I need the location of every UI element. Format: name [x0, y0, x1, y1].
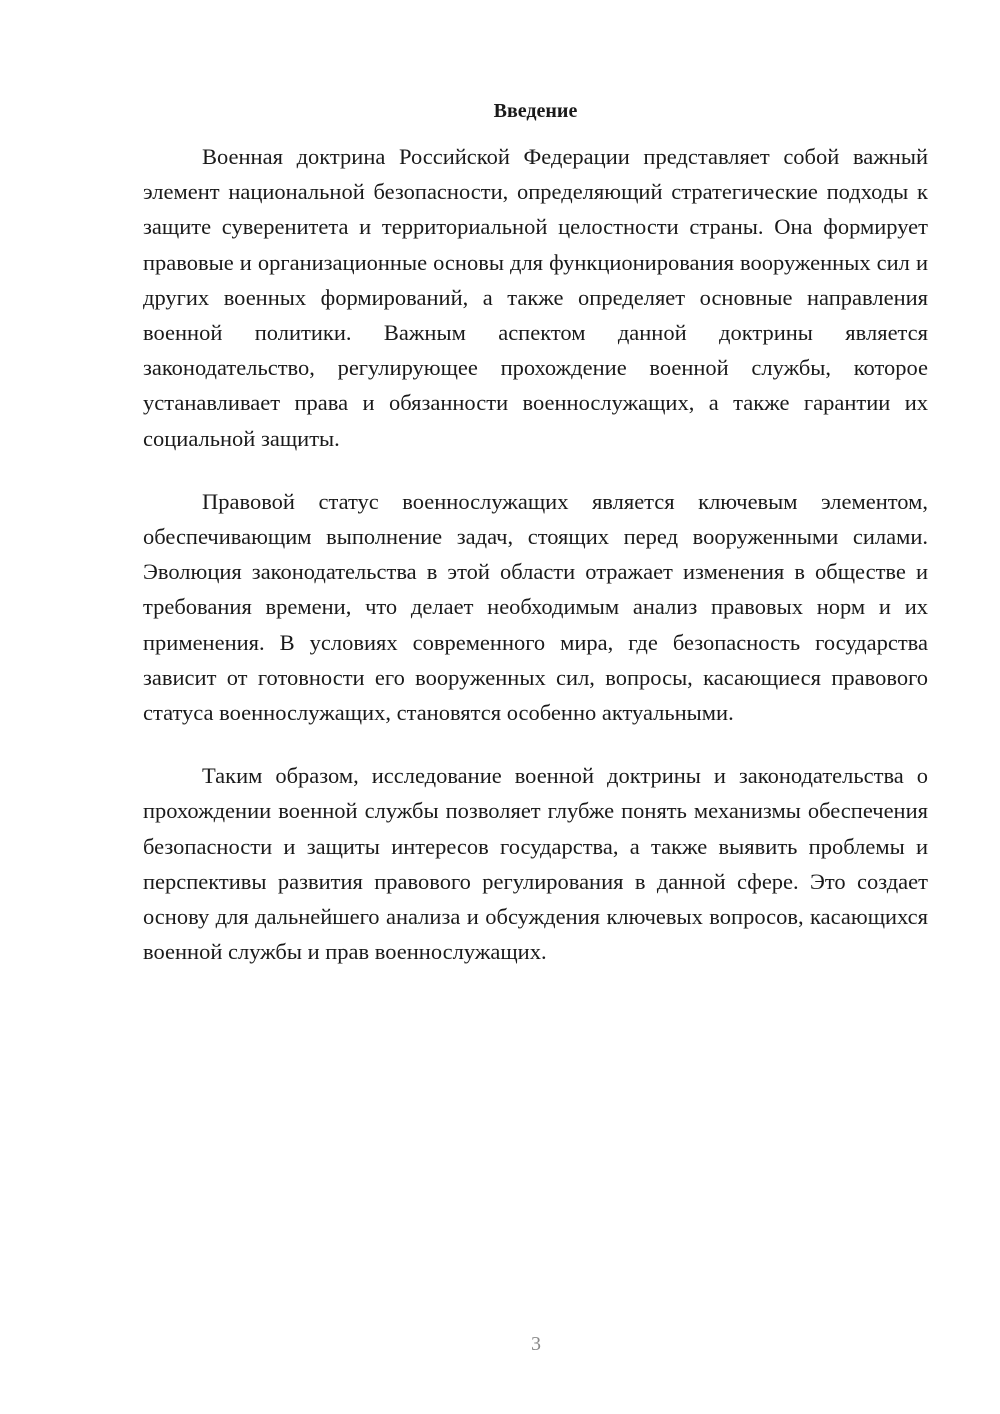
page-body: [143, 98, 928, 969]
paragraph-3: Таким образом, исследование военной доктрины и законодательства о прохождении военной службы позволяет глубже понять механизмы обеспечения безопасности и защиты интересов государства, а также выявить проблемы и перспективы развития правового регулирования в данной сфере. Это создает основу для дальнейшего анализа и обсуждения ключевых вопросов, касающихся военной службы и прав военнослужащих.: [143, 763, 928, 965]
page-number: 3: [531, 1333, 541, 1355]
paragraph-2: Правовой статус военнослужащих является ключевым элементом, обеспечивающим выполнение задач, стоящих перед вооруженными силами. Эволюция законодательства в этой области отражает изменения в обществе и требования времени, что делает необходимым анализ правовых норм и их применения. В условиях современного мира, где безопасность государства зависит от готовности его вооруженных сил, вопросы, касающиеся правового статуса военнослужащих, становятся особенно актуальными.: [143, 488, 928, 726]
paragraph-1: Военная доктрина Российской Федерации представляет собой важный элемент национальной безопасности, определяющий стратегические подходы к защите суверенитета и территориальной целостности страны. Она формирует правовые и организационные основы для функционирования вооруженных сил и других военных формирований, а также определяет основные направления военной политики. Важным аспектом данной доктрины является законодательство, регулирующее прохождение военной службы, которое устанавливает права и обязанности военнослужащих, а также гарантии их социальной защиты.: [143, 144, 928, 451]
section-heading: Введение: [493, 100, 578, 122]
